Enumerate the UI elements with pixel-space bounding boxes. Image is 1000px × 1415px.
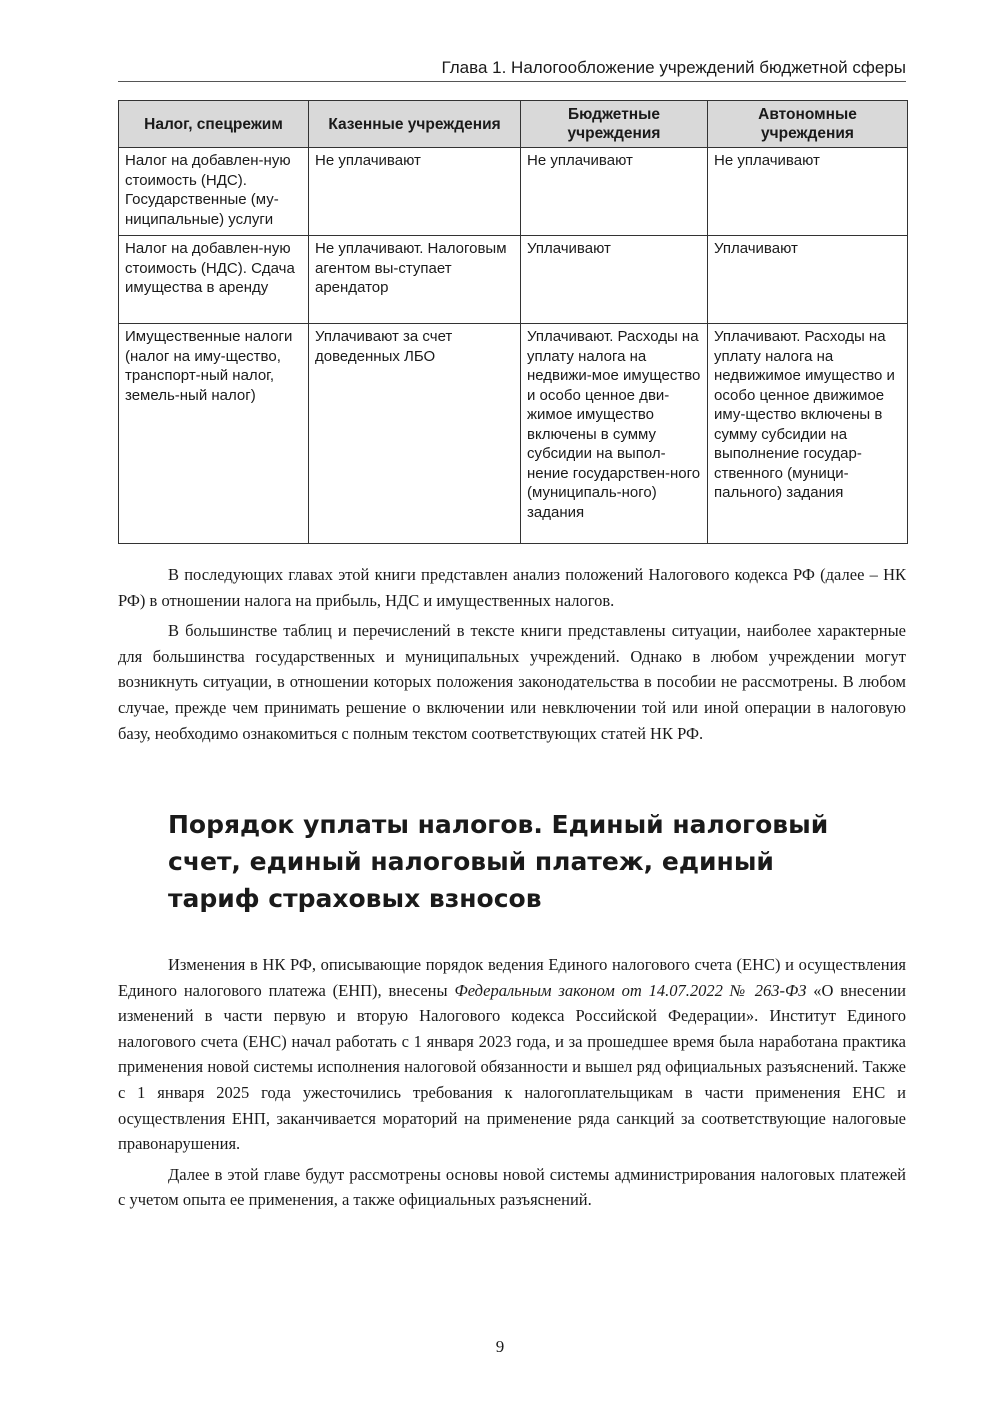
header-autonomous-institutions: Автономные учреждения xyxy=(708,101,908,148)
paragraph-text: Изменения в НК РФ, описывающие порядок ведения Единого налогового счета (ЕНС) и осуществления Единого налогового платежа (ЕНП), внесены xyxy=(118,955,906,1000)
intro-paragraph: В большинстве таблиц и перечислений в тексте книги представлены ситуации, наиболее характерные для большинства государственных и муниципальных учреждений. Однако в любом учреждении могут возникнуть ситуации, в отношении которых положения законодательства в пособии не рассмотрены. В любом случае, прежде чем принимать решение о включении или невключении той или иной операции в налоговую базу, необходимо ознакомиться с полным текстом соответствующих статей НК РФ. xyxy=(118,621,906,743)
table-row xyxy=(119,324,908,544)
table-row xyxy=(119,236,908,324)
running-head: Глава 1. Налогообложение учреждений бюджетной сферы xyxy=(118,58,906,82)
section-text xyxy=(118,952,906,1213)
page-number: 9 xyxy=(495,1337,505,1356)
header-budget-institutions: Бюджетные учреждения xyxy=(521,101,708,148)
table-cell: Уплачивают за счет доведенных ЛБО xyxy=(309,324,521,544)
table-cell: Уплачивают xyxy=(708,236,908,324)
table-cell: Не уплачивают xyxy=(708,148,908,236)
table-row xyxy=(119,148,908,236)
table-cell: Налог на добавлен-ную стоимость (НДС). Сдача имущества в аренду xyxy=(119,236,309,324)
table-cell: Не уплачивают xyxy=(309,148,521,236)
table-cell: Имущественные налоги (налог на иму-щество, транспорт-ный налог, земель-ный налог) xyxy=(119,324,309,544)
table-cell: Уплачивают xyxy=(521,236,708,324)
section-paragraph xyxy=(118,952,906,1157)
header-tax-regime: Налог, спецрежим xyxy=(119,101,309,148)
table-cell: Не уплачивают xyxy=(521,148,708,236)
table-cell: Уплачивают. Расходы на уплату налога на недвижи-мое имущество и особо ценное дви-жимое имущество включены в сумму субсидии на выпол-нение государствен-ного (муниципаль-ного) задания xyxy=(521,324,708,544)
intro-paragraph: В последующих главах этой книги представлен анализ положений Налогового кодекса РФ (далее – НК РФ) в отношении налога на прибыль, НДС и имущественных налогов. xyxy=(118,565,906,610)
law-reference: Федеральным законом от 14.07.2022 № 263-ФЗ xyxy=(454,980,807,1000)
intro-text xyxy=(118,562,906,746)
paragraph-text: «О внесении изменений в части первую и вторую Налогового кодекса Российской Федерации». Институт Единого налогового счета (ЕНС) начал работать с 1 января 2023 года, и за прошедшее время была наработана практика применения новой системы исполнения налоговой обязанности и вышел ряд официальных разъяснений. Также с 1 января 2025 года ужесточились требования к налогоплательщикам в части применения ЕНС и осуществления ЕНП, заканчивается мораторий на применение ряда санкций за соответствующие налоговые правонарушения. xyxy=(118,980,906,1154)
tax-regime-table xyxy=(118,100,908,544)
table-header-row xyxy=(119,101,908,148)
table-cell: Не уплачивают. Налоговым агентом вы-ступает арендатор xyxy=(309,236,521,324)
header-government-institutions: Казенные учреждения xyxy=(309,101,521,148)
section-paragraph: Далее в этой главе будут рассмотрены основы новой системы администрирования налоговых платежей с учетом опыта ее применения, а также официальных разъяснений. xyxy=(118,1164,906,1210)
table-cell: Налог на добавлен-ную стоимость (НДС). Государственные (му-ниципальные) услуги xyxy=(119,148,309,236)
table-cell: Уплачивают. Расходы на уплату налога на недвижимое имущество и особо ценное движимое иму-щество включены в сумму субсидии на выполнение государ-ственного (муници-пального) задания xyxy=(708,324,908,544)
section-heading: Порядок уплаты налогов. Единый налоговый счет, единый налоговый платеж, единый тариф страховых взносов xyxy=(168,810,829,913)
